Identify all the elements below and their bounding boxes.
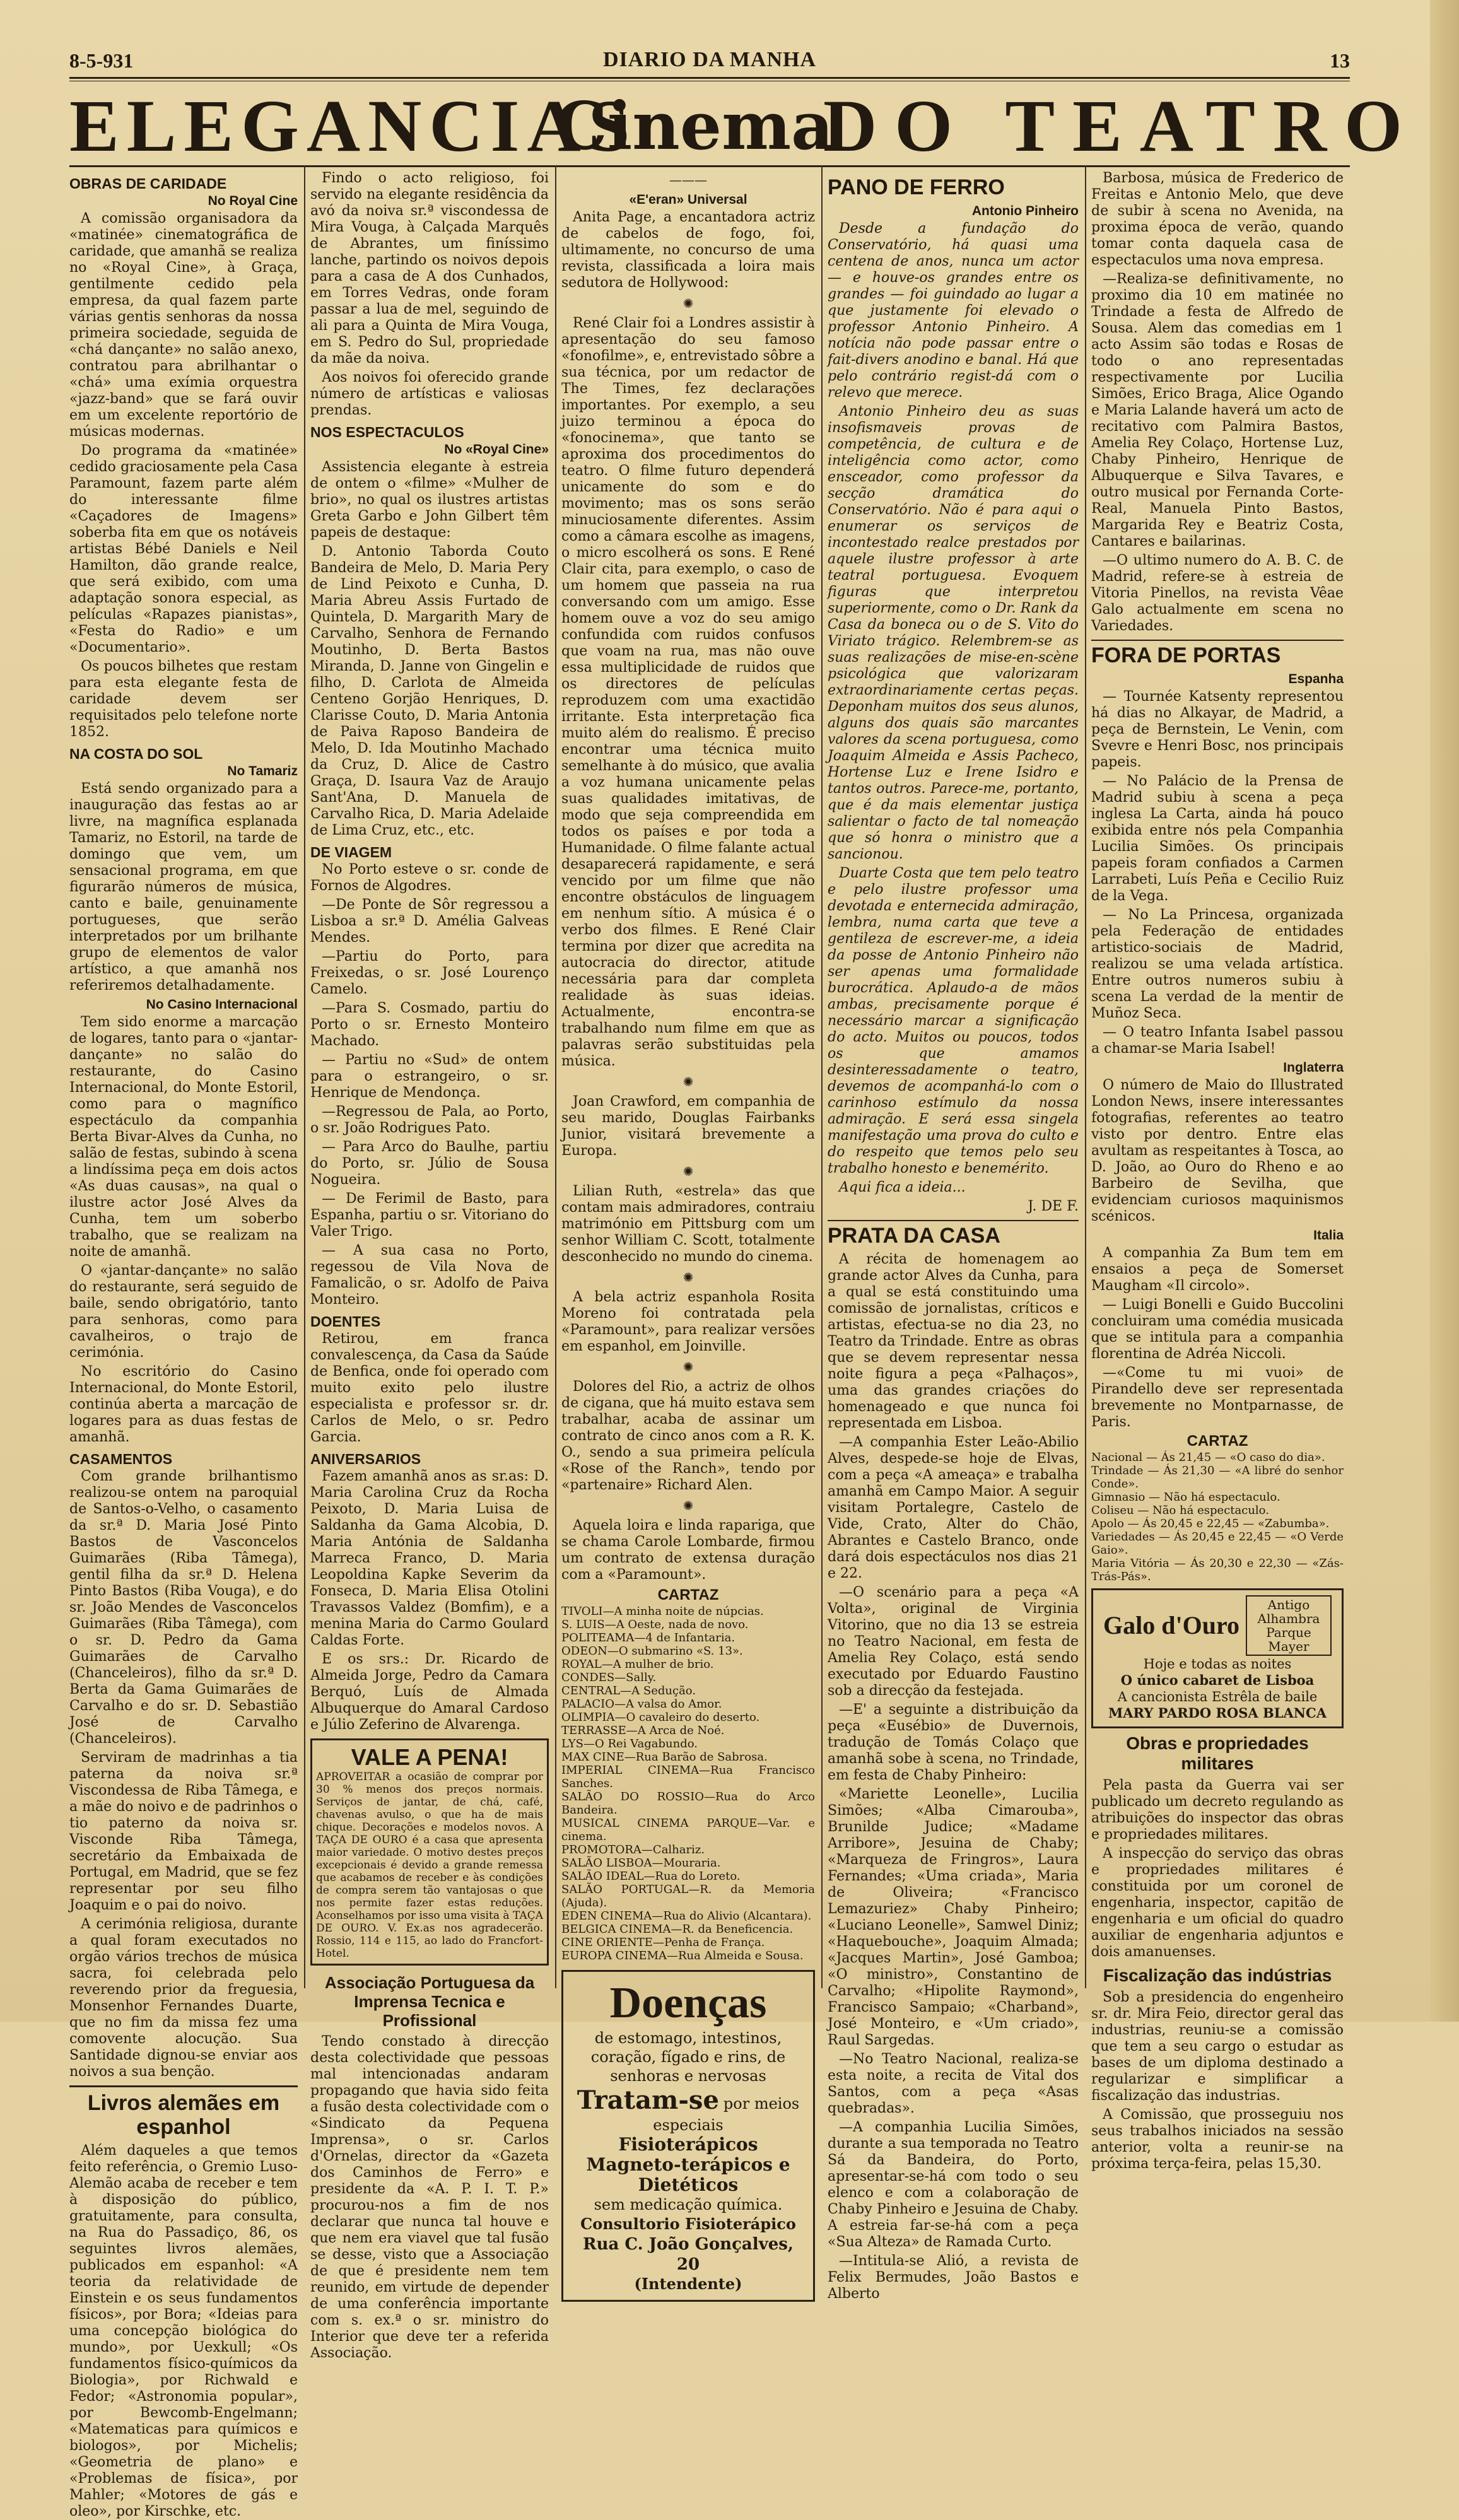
- subheading: No «Royal Cine»: [444, 442, 549, 457]
- paragraph: Desde a fundação do Conservatório, há quasi uma centena de anos, nunca um actor — e houve-os grandes entre os grandes — foi guindado ao lugar a que justamente foi elevado o professor Antonio Pinheiro. A notícia não pode passar entre o fait-divers anodino e banal. Há que pelo contrário regist-dá com o relevo que merece.: [828, 221, 1079, 401]
- paragraph: —A companhia Lucilia Simões, durante a sua temporada no Teatro Sá da Bandeira, do Porto, apresentar-se-há com todo o seu elenco e com a colaboração de Chaby Pinheiro e Jesuina de Chaby. A estreia far-se-há com a peça «Sua Alteza» de Ramada Curto.: [828, 2119, 1079, 2250]
- paragraph: Tendo constado à direcção desta colectividade que pessoas mal intencionadas andaram propagando que havia sido feita a fusão desta colectividade com o «Sindicato da Pequena Imprensa», o sr. Carlos d'Ornelas, director da «Gazeta dos Caminhos de Ferro» e presidente da «A. P. I. T. P.» procurou-nos a fim de nos declarar que nunca tal houve e que nem era viavel que tal fusão se desse, visto que a Associação de que é presidente nem tem reunido, em virtude de depender de uma conferência importante com s. ex.ª o sr. ministro do Interior que deve ter a referida Associação.: [310, 2034, 549, 2361]
- column-teatro-1: [828, 170, 1079, 2302]
- listing-item: BELGICA CINEMA—R. da Beneficencia.: [561, 1923, 794, 1936]
- listing-item: SALÃO LISBOA—Mouraria.: [561, 1856, 721, 1870]
- paragraph: —Intitula-se Alió, a revista de Felix Bermudes, João Bastos e Alberto: [828, 2253, 1079, 2302]
- paragraph: — No La Princesa, organizada pela Federação de entidades artistico-sociais de Madrid, realizou se uma velada artística. Entre outros numeros subiu à scena La verdad de la mentir de Muñoz Seca.: [1091, 907, 1344, 1021]
- listing-item: Trindade — Ás 21,30 — «A libré do senhor Conde».: [1091, 1464, 1344, 1491]
- paragraph: Assistencia elegante à estreia de ontem o «filme» «Mulher de brio», no qual os ilustres artistas Greta Garbo e John Gilbert têm papeis de destaque:: [310, 459, 549, 541]
- listing-item: ODEON—O submarino «S. 13».: [561, 1644, 743, 1658]
- column-divider: [821, 165, 823, 1988]
- advert-text: APROVEITAR a ocasião de comprar por 30 % menos dos preços normais. Serviços de jantar, de chá, café, chavenas avulso, o que ha de mais chique. Decorações e modelos novos. A TAÇA DE OURO é a casa que apresenta maior variedade. O motivo destes preços excepcionais é devido a grande remessa que acabamos de receber e às condições de compra serem tão vantajosas o que nos permite fazer estas reduções. Aconselhamos por isso uma visita à TAÇA DE OURO. V. Ex.as nos agradecerão. Rossio, 114 e 115, ao lado do Francfort-Hotel.: [316, 1771, 543, 1960]
- paragraph: Aqui fica a ideia...: [839, 1180, 966, 1195]
- listing-item: CINE ORIENTE—Penha de França.: [561, 1936, 765, 1949]
- article-headline: PRATA DA CASA: [828, 1220, 1079, 1248]
- listing-item: CENTRAL—A Sedução.: [561, 1684, 696, 1697]
- subheading: Inglaterra: [1283, 1060, 1344, 1075]
- star-ornament-icon: ✺: [683, 1359, 694, 1374]
- paragraph: — Tournée Katsenty representou há dias no Alkayar, de Madrid, a peça de Bernstein, Le Venin, com Svevre e Henri Bosc, nos principais papeis.: [1091, 689, 1344, 770]
- theatre-listings: [1091, 1451, 1344, 1583]
- listing-item: SALÃO IDEAL—Rua do Loreto.: [561, 1870, 741, 1883]
- paragraph: —Regressou de Pala, ao Porto, o sr. João Rodrigues Pato.: [310, 1104, 549, 1136]
- star-ornament-icon: ✺: [683, 1498, 694, 1513]
- advert-text: O único cabaret de Lisboa: [1120, 1672, 1315, 1688]
- paragraph: A bela actriz espanhola Rosita Moreno foi contratada pela «Paramount», para realizar versões em espanhol, em Joinville.: [561, 1289, 815, 1354]
- paragraph: Findo o acto religioso, foi servido na elegante residência da avó da noiva sr.ª viscondessa de Mira Vouga, à Calçada Marquês de Abrantes, um finíssimo lanche, partindo os noivos depois para a casa de A dos Cunhados, em Torres Vedras, onde foram passar a lua de mel, seguindo de ali para a Quinta de Mira Vouga, em S. Pedro do Sul, propriedade da mãe da noiva.: [310, 170, 549, 366]
- column-elegancias-1: [69, 170, 298, 2519]
- paragraph: A inspecção do serviço das obras e propriedades militares é constituida por um coronel de engenharia, inspector, capitão de engenharia e um oficial do quadro auxiliar de engenharia adjuntos e dois amanuenses.: [1091, 1846, 1344, 1960]
- listing-item: TIVOLI—A minha noite de núpcias.: [561, 1605, 764, 1618]
- subheading: «E'eran» Universal: [629, 192, 747, 207]
- paragraph: — De Ferimil de Basto, para Espanha, partiu o sr. Vitoriano do Valer Trigo.: [310, 1191, 549, 1239]
- article-headline: Livros alemães em espanhol: [69, 2085, 298, 2139]
- page-number: 13: [1330, 49, 1350, 72]
- listing-item: PROMOTORA—Calhariz.: [561, 1843, 705, 1856]
- article-headline: Associação Portuguesa da Imprensa Tecnica e Profissional: [324, 1973, 535, 2030]
- listing-item: MAX CINE—Rua Barão de Sabrosa.: [561, 1750, 768, 1764]
- listing-item: Coliseu — Não há espectaculo.: [1091, 1504, 1269, 1517]
- advert-title: Galo d'Ouro: [1103, 1611, 1239, 1639]
- paragraph: D. Antonio Taborda Couto Bandeira de Melo, D. Maria Pery de Lind Peixoto e Cunha, D. Maria Abreu Assis Furtado de Quintela, D. Margarith Mary de Carvalho, Senhora de Fernando Moutinho, D. Berta Bastos Miranda, D. Janne von Gingelin e filho, D. Carlota de Almeida Centeno Gorjão Henriques, D. Clarisse Couto, D. Maria Antonia de Paiva Raposo Bandeira de Melo, D. Ida Moutinho Machado da Cruz, D. Alice de Castro Graça, D. Isaura Vaz de Araujo Sant'Ana, D. Manuela de Carvalho Rica, D. Maria Adelaide de Lima Cruz, etc., etc.: [310, 544, 549, 838]
- paragraph: — A sua casa no Porto, regessou de Vila Nova de Famalicão, o sr. Adolfo de Paiva Monteiro.: [310, 1243, 549, 1308]
- banner-elegancias: ELEGANCIAS: [69, 85, 638, 167]
- paragraph: A comissão organisadora da «matinée» cinematográfica de caridade, que amanhã se realiza no «Royal Cine», à Graça, gentilmente cedido pela empresa, da qual fazem parte várias gentis senhoras da nossa primeira sociedade, seguida de «chá dançante» no salão anexo, contratou para abrilhantar o «chá» uma exímia orquestra «jazz-band» que se fará ouvir em um excelente reportório de músicas modernas.: [69, 211, 298, 440]
- paragraph: — Partiu no «Sud» de ontem para o estrangeiro, o sr. Henrique de Mendonça.: [310, 1052, 549, 1101]
- advert-text: por meios especiais: [653, 2095, 800, 2134]
- listing-item: TERRASSE—A Arca de Noé.: [561, 1724, 725, 1737]
- author-signature: J. DE F.: [1028, 1198, 1079, 1214]
- cinema-listings: [561, 1605, 815, 1962]
- paragraph: A companhia Za Bum tem em ensaios a peça de Somerset Maugham «Il circolo».: [1091, 1245, 1344, 1294]
- paragraph: — No Palácio de la Prensa de Madrid subiu à scena a peça inglesa La Carta, ainda há pouco exibida entre nós pela Companhia Lucilia Simões. Os principais papeis foram confiados a Carmen Larrabeti, Luís Peña e Cecilio Ruiz de la Vega.: [1091, 773, 1344, 904]
- advert-text: Hoje e todas as noites: [1143, 1656, 1292, 1672]
- paragraph: —E' a seguinte a distribuição da peça «Eusébio» de Duvernois, tradução de Tomás Colaço que amanhã sobe à scena, no Trindade, em festa de Chaby Pinheiro:: [828, 1702, 1079, 1783]
- paragraph: A Comissão, que prosseguiu nos seus trabalhos iniciados na sessão anterior, volta a reunir-se na próxima terça-feira, pelas 15,30.: [1091, 2107, 1344, 2172]
- paragraph: Pela pasta da Guerra vai ser publicado um decreto regulando as atribuições do inspector das obras e propriedades militares.: [1091, 1778, 1344, 1843]
- divider-ornament: ———: [669, 172, 707, 187]
- section-heading: ANIVERSARIOS: [310, 1451, 421, 1467]
- advert-text: (Intendente): [634, 2275, 742, 2293]
- paragraph: —Partiu do Porto, para Freixedas, o sr. José Lourenço Camelo.: [310, 949, 549, 997]
- listing-item: Nacional — Ás 21,45 — «O caso do dia».: [1091, 1451, 1325, 1464]
- paragraph: —A companhia Ester Leão-Abilio Alves, despede-se hoje de Elvas, com a peça «A ameaça» e trabalha amanhã em Campo Maior. A seguir visitam Portalegre, Castelo de Vide, Crato, Alter do Chão, Abrantes e Castelo Branco, onde dará dois espectáculos nos dias 21 e 22.: [828, 1434, 1079, 1581]
- paragraph: —De Ponte de Sôr regressou a Lisboa a sr.ª D. Amélia Galveas Mendes.: [310, 897, 549, 946]
- listing-item: IMPERIAL CINEMA—Rua Francisco Sanches.: [561, 1764, 815, 1790]
- advert-text: sem medicação química.: [594, 2196, 783, 2213]
- paragraph: Com grande brilhantismo realizou-se ontem na paroquial de Santos-o-Velho, o casamento da sr.ª D. Maria José Pinto Bastos de Vasconcelos Guimarães (Riba Tâmega), gentil filha da sr.ª D. Helena Pinto Bastos (Riba Vouga), e do sr. João Mendes de Vasconcelos Guimarães (Riba Tâmega), com o sr. D. Pedro da Gama Guimarães de Carvalho (Chanceleiros), filho da sr.ª D. Berta da Gama Guimarães de Carvalho e do sr. D. Sebastião José de Carvalho (Chanceleiros).: [69, 1468, 298, 1747]
- advert-vale-a-pena: [310, 1738, 549, 1966]
- paragraph: Retirou, em franca convalescença, da Casa da Saúde de Benfica, onde foi operado com muito exito pelo ilustre especialista e professor sr. dr. Carlos de Melo, o sr. Pedro Garcia.: [310, 1331, 549, 1445]
- subheading: Antonio Pinheiro: [971, 204, 1079, 218]
- page-header: [69, 44, 1350, 76]
- advert-address: Rua C. João Gonçalves, 20: [583, 2235, 794, 2274]
- banner-do-teatro: DO TEATRO: [823, 85, 1420, 167]
- paragraph: Aos noivos foi oferecido grande número de artísticas e valiosas prendas.: [310, 370, 549, 418]
- paragraph: Antonio Pinheiro deu as suas insofismaveis provas de competência, de cultura e de inteligência como actor, como ensceador, como professor da secção dramática do Conservatório. Não é para aqui o enumerar os serviços de incontestado realce prestados por aquele ilustre professor à arte teatral portuguesa. Evoquem figuras que interpretou superiormente, como o Dr. Rank da Casa da boneca ou o de S. Vito do Viriato trágico. Relembrem-se as suas realizações de mise-en-scène psicológica que valorizaram extraordinariamente certas peças. Deponham muitos dos seus alunos, alguns dos quais são marcantes valores da scena portuguesa, como Joaquim Almeida e Assis Pacheco, Hortense Luz e Irene Isidro e tantos outros. Parece-me, portanto, que é da mais elementar justiça salientar o facto de tal nomeação que só honra o ministro que a sancionou.: [828, 404, 1079, 862]
- advert-text: Tratam-se: [577, 2085, 719, 2115]
- listing-item: Apolo — Ás 20,45 e 22,45 — «Zabumba».: [1091, 1517, 1330, 1530]
- advert-title: VALE A PENA!: [351, 1744, 508, 1770]
- issue-date: 8-5-931: [69, 49, 134, 72]
- subheading: No Tamariz: [227, 764, 298, 778]
- star-ornament-icon: ✺: [683, 1270, 694, 1285]
- paragraph: René Clair foi a Londres assistir à apresentação do seu famoso «fonofilme», e, entrevistado sôbre a sua técnica, por um redactor de The Times, fez declarações importantes. Por exemplo, a seu juizo terminou a época do «fonocinema», que tanto se aproxima dos procedimentos do teatro. O filme futuro dependerá unicamente do som e do movimento; mas os sons serão minuciosamente diferentes. Assim como a câmara escolhe as imagens, o micro escolherá os sons. E René Clair cita, para exemplo, o caso de um homem que passeia na rua conversando com um amigo. Esse homem ouve a voz do seu amigo confundida com ruidos confusos que voam na rua, mas não ouve essa multiplicidade de ruidos que os directores de películas reproduzem com uma exactidão irritante. Esta interpretação fica muito além do realismo. É preciso encontrar uma técnica muito semelhante à do músico, que avalia a voz humana unicamente pelas suas qualidades imitativas, de modo que seja compreendida em todos os países e por toda a Humanidade. O filme falante actual desaparecerá rapidamente, e será vencido por um filme que não encontre obstáculos de linguagem em nenhum sítio. A música é o verbo dos filmes. E René Clair termina por dizer que acredita na autocracia do director, atitude necessária para dar completa realidade às suas ideias. Actualmente, encontra-se trabalhando num filme em que as palavras serão substituidas pela música.: [561, 315, 815, 1069]
- section-heading: NA COSTA DO SOL: [69, 746, 203, 762]
- listing-item: Gimnasio — Não há espectaculo.: [1091, 1491, 1280, 1504]
- section-heading: DOENTES: [310, 1313, 381, 1330]
- advert-title: Doenças: [609, 1979, 767, 2027]
- banner-rule: [69, 165, 1350, 167]
- advert-text: MARY PARDO ROSA BLANCA: [1108, 1705, 1327, 1721]
- paragraph: A cerimónia religiosa, durante a qual foram executados no orgão vários trechos de música sacra, foi celebrada pelo reverendo prior da freguesia, Monsenhor Fernandes Duarte, que no fim da missa fez uma comovente alocução. Sua Santidade dignou-se enviar aos noivos a sua benção.: [69, 1916, 298, 2080]
- listing-item: EUROPA CINEMA—Rua Almeida e Sousa.: [561, 1949, 804, 1962]
- cartaz-heading: CARTAZ: [657, 1586, 719, 1603]
- banner-cinema: Cinema: [555, 87, 834, 165]
- paragraph: Do programa da «matinée» cedido graciosamente pela Casa Paramount, fazem parte além do interessante filme «Caçadores de Imagens» soberba fita em que os notáveis artistas Bébé Daniels e Neil Hamilton, dão grande realce, que será exibido, com uma adaptação sonora especial, as películas «Rapazes pianistas», «Festa do Radio» e um «Documentario».: [69, 443, 298, 655]
- advert-text: Fisioterápicos Magneto-terápicos e Dietéticos: [586, 2134, 790, 2195]
- paragraph: Sob a presidencia do engenheiro sr. dr. Mira Feio, director geral das industrias, reuniu-se a comissão que tem a seu cargo o estudar as bases de um diploma destinado a regularizar e simplificar a fiscalização das industrias.: [1091, 1990, 1344, 2104]
- paragraph: Além daqueles a que temos feito referência, o Gremio Luso-Alemão acaba de receber e tem à disposição do público, gratuitamente, para consulta, na Rua do Passadiço, 86, os seguintes livros alemães, publicados em espanhol: «A teoria da relatividade de Einstein e os seus fundamentos físicos», por Bora; «Ideias para uma concepção biológica do mundo», por Uexkull; «Os fundamentos físico-químicos da Biologia», por Richwald e Fedor; «Astronomia popular», por Bewcomb-Engelmann; «Matematicas para químicos e biologos», por Michelis; «Geometria de plano» e «Problemas de física», por Mahler; «Motores de gás e oleo», por Kirschke, etc.: [69, 2143, 298, 2519]
- subheading: No Royal Cine: [208, 194, 298, 208]
- article-headline: FORA DE PORTAS: [1091, 640, 1344, 667]
- star-ornament-icon: ✺: [683, 1164, 694, 1179]
- article-headline: Obras e propriedades militares: [1126, 1733, 1309, 1773]
- paragraph: —O scenário para a peça «A Volta», original de Virginia Vitorino, que no dia 13 se estreia no Teatro Nacional, em festa de Amelia Rey Colaço, está sendo executado por Eduardo Faustino sob a direcção da festejada.: [828, 1585, 1079, 1699]
- paragraph: Fazem amanhã anos as sr.as: D. Maria Carolina Cruz da Rocha Peixoto, D. Maria Luisa de Saldanha da Gama Alcobia, D. Maria Antónia de Saldanha Marreca Franco, D. Maria Leopoldina Kapke Severim da Fonseca, D. Maria Elisa Otolini Travassos Valdez (Bomfim), e a menina Maria do Carmo Goulard Caldas Forte.: [310, 1468, 549, 1648]
- paragraph: O número de Maio do Illustrated London News, insere interessantes fotografias, referentes ao teatro visto por dentro. Entre elas avultam as respeitantes à Tosca, ao D. João, ao Ouro do Rheno e ao Barbeiro de Sevilha, que evidenciam curiosos maquinismos scénicos.: [1091, 1077, 1344, 1224]
- paragraph: Anita Page, a encantadora actriz de cabelos de fogo, foi, ultimamente, no concurso de uma revista, classificada a loira mais sedutora de Hollywood:: [561, 209, 815, 291]
- listing-item: S. LUIS—A Oeste, nada de novo.: [561, 1618, 749, 1631]
- section-heading: CASAMENTOS: [69, 1451, 173, 1467]
- section-heading: OBRAS DE CARIDADE: [69, 175, 227, 192]
- paragraph: —«Come tu mi vuoi» de Pirandello deve ser representada brevemente no Montparnasse, de Paris.: [1091, 1365, 1344, 1430]
- advert-text: A cancionista Estrêla de baile: [1117, 1689, 1318, 1704]
- header-rule: [69, 77, 1350, 79]
- article-headline: PANO DE FERRO: [828, 175, 1005, 199]
- subheading: Espanha: [1288, 672, 1344, 686]
- advert-galo-douro: [1091, 1588, 1344, 1728]
- star-ornament-icon: ✺: [683, 1074, 694, 1089]
- paragraph: Aquela loira e linda rapariga, que se chama Carole Lombarde, firmou um contrato de extensa duração com a «Paramount».: [561, 1518, 815, 1583]
- column-divider: [304, 165, 305, 1988]
- listing-item: LYS—O Rei Vagabundo.: [561, 1737, 698, 1750]
- listing-item: Maria Vitória — Ás 20,30 e 22,30 — «Zás-Trás-Pás».: [1091, 1557, 1344, 1583]
- paragraph: No escritório do Casino Internacional, do Monte Estoril, continúa aberta a marcação de logares para as duas festas de amanhã.: [69, 1364, 298, 1445]
- paragraph: O «jantar-dançante» no salão do restaurante, será seguido de baile, sendo obrigatório, tanto para senhoras, como para cavalheiros, o trajo de cerimónia.: [69, 1263, 298, 1361]
- cartaz-heading: CARTAZ: [1187, 1433, 1248, 1450]
- article-headline: Fiscalização das indústrias: [1103, 1966, 1332, 1985]
- paragraph: Joan Crawford, em companhia de seu marido, Douglas Fairbanks Junior, visitará brevemente a Europa.: [561, 1094, 815, 1159]
- listing-item: OLIMPIA—O cavaleiro do deserto.: [561, 1711, 760, 1724]
- paragraph: Lilian Ruth, «estrela» das que contam mais admiradores, contraiu matrimónio em Pittsburg com um senhor William C. Scott, totalmente desconhecido no mundo do cinema.: [561, 1183, 815, 1265]
- paragraph: Tem sido enorme a marcação de logares, tanto para o «jantar-dançante» no salão do restaurante, do Casino Internacional, do Monte Estoril, como para o magnífico espectáculo da companhia Berta Bivar-Alves da Cunha, no salão de festas, subindo à scena a lindíssima peça em dois actos «As duas causas», na qual o ilustre actor José Alves da Cunha, tem um soberbo trabalho, que se realizam na noite de amanhã.: [69, 1014, 298, 1260]
- paragraph: Dolores del Rio, a actriz de olhos de cigana, que há muito estava sem trabalhar, acaba de assinar um contrato de cinco anos com a R. K. O., sendo a sua primeira película «Rose of the Ranch», tendo por «partenaire» Richard Alen.: [561, 1379, 815, 1493]
- listing-item: PALACIO—A valsa do Amor.: [561, 1697, 722, 1711]
- subheading: Italia: [1313, 1228, 1344, 1243]
- advert-doencas: [561, 1970, 815, 2302]
- listing-item: SALÃO DO ROSSIO—Rua do Arco Bandeira.: [561, 1790, 815, 1817]
- section-heading: DE VIAGEM: [310, 844, 392, 860]
- page-edge: [1430, 0, 1459, 2022]
- listing-item: Variedades — Ás 20,45 e 22,45 — «O Verde Gaio».: [1091, 1530, 1344, 1557]
- paragraph: Duarte Costa que tem pelo teatro e pelo ilustre professor uma devotada e enternecida admiração, lembra, numa carta que teve a gentileza de escrever-me, a ideia da posse de Antonio Pinheiro não ser apenas uma formalidade burocrática. Aplaudo-a de mãos ambas, precisamente porque é necessário marcar a significação do acto. Muitos ou poucos, todos os que amamos desinteressadamente o teatro, devemos de acompanhá-lo com o carinhoso estímulo da nossa admiração. E será essa singela manifestação uma prova do culto e do respeito que temos pelo seu trabalho honesto e benemérito.: [828, 865, 1079, 1176]
- advert-text: Antigo Alhambra Parque Mayer: [1246, 1595, 1332, 1656]
- advert-text: Consultorio Fisioterápico: [580, 2215, 796, 2233]
- listing-item: ROYAL—A mulher de brio.: [561, 1658, 714, 1671]
- listing-item: MUSICAL CINEMA PARQUE—Var. e cinema.: [561, 1817, 815, 1843]
- listing-item: EDEN CINEMA—Rua do Alivio (Alcantara).: [561, 1909, 812, 1923]
- paragraph: «Mariette Leonelle», Lucilia Simões; «Alba Cimarouba», Brunilde Judice; «Madame Arribore», Jesuina de Chaby; «Marqueza de Fringros», Laura Fernandes; «Uma criada», Maria de Oliveira; «Francisco Lemazuriez» Chaby Pinheiro; «Luciano Leonelle», Samwel Diniz; «Haquebouche», Joaquim Almada; «Jacques Martin», José Gamboa; «O ministro», Constantino de Carvalho; «Hipolite Raymond», Francisco Sampaio; «Charband», José Monteiro, e «Um criado», Raul Sargedas.: [828, 1786, 1079, 2048]
- newspaper-title: DIARIO DA MANHA: [603, 48, 816, 71]
- column-teatro-2: [1091, 170, 1344, 2172]
- section-heading: NOS ESPECTACULOS: [310, 424, 464, 440]
- column-divider: [555, 165, 556, 1988]
- paragraph: No Porto esteve o sr. conde de Fornos de Algodres.: [310, 862, 549, 894]
- paragraph: Serviram de madrinhas a tia paterna da noiva sr.ª Viscondessa de Riba Tâmega, e a mãe do noivo e de padrinhos o tio paterno da noiva sr. Visconde Riba Tâmega, secretário da Embaixada de Portugal, em Madrid, que se fez representar por seu filho Joaquim e o pai do noivo.: [69, 1750, 298, 1913]
- paragraph: Está sendo organizado para a inauguração das festas ao ar livre, na magnífica esplanada Tamariz, no Estoril, na tarde de domingo que vem, um sensacional programa, em que figurarão números de música, canto e baile, genuinamente portugueses, que serão interpretados por um brilhante grupo de elementos de valor artístico, a que amanhã nos referiremos detalhadamente.: [69, 781, 298, 993]
- listing-item: SALÃO PORTUGAL—R. da Memoria (Ajuda).: [561, 1883, 815, 1909]
- paragraph: — Para Arco do Baulhe, partiu do Porto, sr. Júlio de Sousa Nogueira.: [310, 1139, 549, 1188]
- column-elegancias-2: [310, 170, 549, 2361]
- advert-text: de estomago, intestinos, coração, fígado e rins, de senhoras e nervosas: [590, 2029, 786, 2085]
- paragraph: Barbosa, música de Frederico de Freitas e Antonio Melo, que deve de subir à scena no Avenida, na proxima época de verão, quando tomar conta daquela casa de espectaculos uma nova empresa.: [1091, 170, 1344, 268]
- paragraph: — O teatro Infanta Isabel passou a chamar-se Maria Isabel!: [1091, 1024, 1344, 1057]
- subheading: No Casino Internacional: [146, 997, 298, 1012]
- paragraph: E os srs.: Dr. Ricardo de Almeida Jorge, Pedro da Camara Berquó, Luís de Almada Albuquerque do Amaral Cardoso e Júlio Zeferino de Alvarenga.: [310, 1651, 549, 1733]
- paragraph: — Luigi Bonelli e Guido Buccolini concluiram uma comédia musicada que se intitula para a companhia florentina de Adréa Niccoli.: [1091, 1297, 1344, 1362]
- listing-item: POLITEAMA—4 de Infantaria.: [561, 1631, 735, 1644]
- column-divider: [1085, 165, 1086, 1988]
- paragraph: Os poucos bilhetes que restam para esta elegante festa de caridade devem ser requisitados pelo telefone norte 1852.: [69, 659, 298, 740]
- column-cinema: [561, 170, 815, 2293]
- star-ornament-icon: ✺: [683, 296, 694, 311]
- paragraph: —Realiza-se definitivamente, no proximo dia 10 em matinée no Trindade a festa de Alfredo de Sousa. Alem das comedias em 1 acto Assim são todas e Rosas de todo o ano representadas respectivamente por Lucilia Simões, Erico Braga, Alice Ogando e Maria Lalande haverá um acto de recitativo com Palmira Bastos, Amelia Rey Colaço, Hortense Luz, Chaby Pinheiro, Henrique de Albuquerque e Silva Tavares, e outro musical por Fernanda Corte-Real, Manuela Pinto Bastos, Margarida Rey e Beatriz Costa, Cantares e bailarinas.: [1091, 271, 1344, 549]
- paragraph: —O ultimo numero do A. B. C. de Madrid, refere-se à estreia de Vitoria Pinellos, na revista Vêae Galo actualmente em scena no Variedades.: [1091, 553, 1344, 634]
- listing-item: CONDES—Sally.: [561, 1671, 657, 1684]
- paragraph: —No Teatro Nacional, realiza-se esta noite, a recita de Vital dos Santos, com a peça «Asas quebradas».: [828, 2051, 1079, 2116]
- paragraph: A récita de homenagem ao grande actor Alves da Cunha, para a qual se está constituindo uma comissão de jornalistas, críticos e artistas, efectua-se no dia 23, no Teatro da Trindade. Entre as obras que se devem representar nessa noite figura a peça «Palhaços», uma das grandes criações do homenageado e que nunca foi representada em Lisboa.: [828, 1251, 1079, 1431]
- paragraph: —Para S. Cosmado, partiu do Porto o sr. Ernesto Monteiro Machado.: [310, 1000, 549, 1049]
